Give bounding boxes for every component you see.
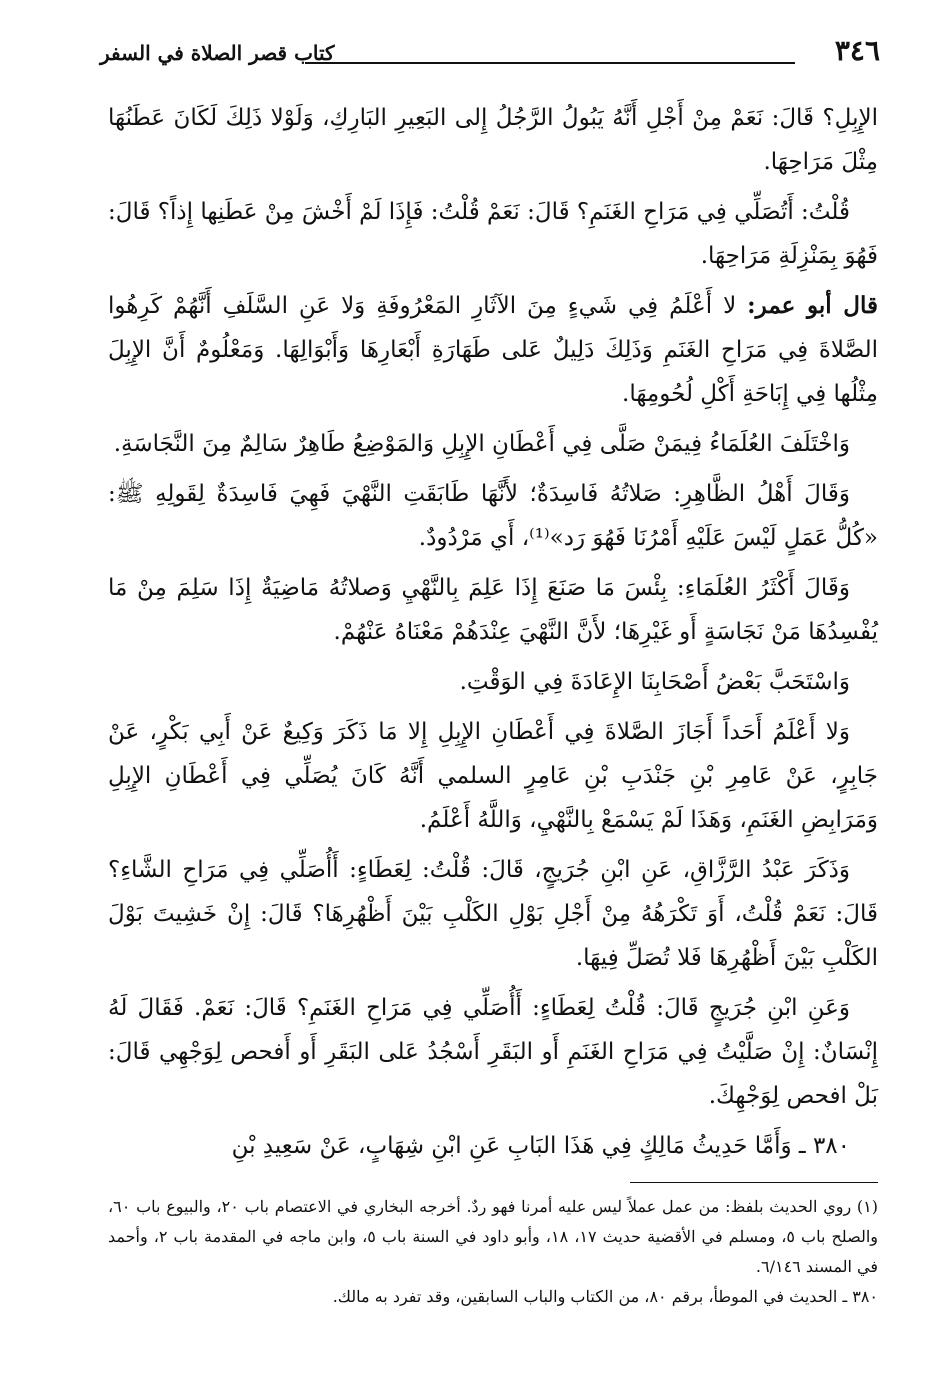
paragraph-text: قُلْتُ: أَتُصَلِّي فِي مَرَاحِ الغَنَمِ؟ قَالَ: نَعَمْ قُلْتُ: فَإِذَا لَمْ أَخْشَ مِنْ عَطَنِها إِذاً؟ قَالَ: فَهُوَ بِمَنْزِلَةِ مَرَاحِهَا. <box>108 199 878 269</box>
paragraph-text: وَعَنِ ابْنِ جُرَيجٍ قَالَ: قُلْتُ لِعَطَاءٍ: أَأُصَلِّي فِي مَرَاحِ الغَنَمِ؟ قَالَ: نَعَمْ. فَقَالَ لَهُ إِنْسَانٌ: إِنْ صَلَّيْتُ فِي مَرَاحِ الغَنَمِ أَو البَقَرِ أَسْجُدُ عَلى البَقَرِ أَو أَفحص لِوَجْهِي قَالَ: بَلْ افحص لِوَجْهِكَ. <box>108 995 878 1109</box>
paragraph-text: وَاخْتَلَفَ العُلَمَاءُ فِيمَنْ صَلَّى فِي أَعْطَانِ الإِبِلِ وَالمَوْضِعُ طَاهِرٌ سَالِمٌ مِنَ النَّجَاسَةِ. <box>113 431 850 457</box>
paragraph-lead: قال أبو عمر: <box>747 292 879 319</box>
paragraph-text: وَذَكَرَ عَبْدُ الرَّزَّاقِ، عَنِ ابْنِ جُرَيجٍ، قَالَ: قُلْتُ: لِعَطَاءٍ: أَأُصَلِّي فِي مَرَاحِ الشَّاءِ؟ قَالَ: نَعَمْ قُلْتُ، أَوَ تَكْرَهُهُ مِنْ أَجْلِ بَوْلِ الكَلْبِ بَيْنَ أَظْهُرِهَا؟ قَالَ: إِنْ خَشِيتَ بَوْلَ الكَلْبِ بَيْنَ أَظْهُرِهَا فَلا تُصَلِّ فِيهَا. <box>108 857 878 971</box>
main-text <box>108 96 878 1174</box>
paragraph-text: الإِبِلِ؟ قَالَ: نَعَمْ مِنْ أَجْلِ أَنَّهُ يَبُولُ الرَّجُلُ إِلى البَعِيرِ البَارِكِ، وَلَوْلا ذَلِكَ لَكَانَ عَطَنُهَا مِثْلَ مَرَاحِهَا. <box>108 105 878 175</box>
paragraph-text: وَاسْتَحَبَّ بَعْضُ أَصْحَابِنَا الإِعَادَةَ فِي الوَقْتِ. <box>459 669 850 695</box>
footnote-1: (١) روي الحديث بلفظ: من عمل عملاً ليس عليه أمرنا فهو ردٌ. أخرجه البخاري في الاعتصام باب ٢٠، والبيوع باب ٦٠، والصلح باب ٥، ومسلم في الأقضية حديث ١٧، ١٨، وأبو داود في السنة باب ٥، وابن ماجه في المقدمة باب ٢، وأحمد في المسند ٦/١٤٦. <box>108 1197 879 1276</box>
footnotes <box>108 1192 878 1312</box>
paragraph-text: وَقَالَ أَهْلُ الظَّاهِرِ: صَلاتُهُ فَاسِدَةٌ؛ لأَنَّهَا طَابَقَتِ النَّهْيَ فَهِيَ فَاسِدَةٌ لِقَولِهِ ﷺ: «كُلُّ عَمَلٍ لَيْسَ عَلَيْهِ أَمْرُنَا فَهُوَ رَد»⁽¹⁾، أَي مَرْدُودٌ. <box>108 481 878 551</box>
paragraph-text: وَقَالَ أَكْثَرُ العُلَمَاءِ: بِئْسَ مَا صَنَعَ إِذَا عَلِمَ بِالنَّهْيِ وَصلاتُهُ مَاضِيَةٌ إِذَا سَلِمَ مِنْ مَا يُفْسِدُهَا مَنْ نَجَاسَةٍ أَو غَيْرِهَا؛ لأَنَّ النَّهْيَ عِنْدَهُمْ مَعْنَاهُ عَنْهُمْ. <box>108 575 878 645</box>
paragraph-11 <box>108 1124 878 1168</box>
header-rule <box>305 62 795 64</box>
paragraph-4 <box>108 422 878 466</box>
paragraph-7 <box>108 660 878 704</box>
paragraph-text: وَلا أَعْلَمُ أَحَداً أَجَازَ الصَّلاةَ فِي أَعْطَانِ الإِبِلِ إِلا مَا ذَكَرَ وَكِيعٌ عَنْ أَبِي بَكْرٍ، عَنْ جَابِرٍ، عَنْ عَامِرِ بْنِ جَنْدَبِ بْنِ عَامِرٍ السلمي أَنَّهُ كَانَ يُصَلِّي فِي أَعْطَانِ الإِبِلِ وَمَرَابِضِ الغَنَمِ، وَهَذَا لَمْ يَسْمَعْ بِالنَّهْيِ، وَاللَّهُ أَعْلَمُ. <box>108 719 878 833</box>
paragraph-9 <box>108 848 878 980</box>
paragraph-10 <box>108 986 878 1118</box>
paragraph-5 <box>108 472 878 560</box>
running-title: كتاب قصر الصلاة في السفر <box>100 41 335 65</box>
footnote-2: ٣٨٠ ـ الحديث في الموطأ، برقم ٨٠، من الكتاب والباب السابقين، وقد تفرد به مالك. <box>332 1287 878 1306</box>
paragraph-1 <box>108 96 878 184</box>
paragraph-6 <box>108 566 878 654</box>
paragraph-text: ٣٨٠ ـ وَأَمَّا حَدِيثُ مَالِكٍ فِي هَذَا البَابِ عَنِ ابْنِ شِهَابٍ، عَنْ سَعِيدِ بْنِ <box>231 1133 850 1159</box>
footnote-separator <box>630 1182 878 1183</box>
paragraph-8 <box>108 710 878 842</box>
paragraph-2 <box>108 190 878 278</box>
page-header <box>100 34 880 70</box>
paragraph-text: لا أَعْلَمُ فِي شَيءٍ مِنَ الآثَارِ المَعْرُوفَةِ وَلا عَنِ السَّلَفِ أَنَّهُمْ كَرِهُوا الصَّلاةَ فِي مَرَاحِ الغَنَمِ وَذَلِكَ دَلِيلٌ عَلى طَهَارَةِ أَبْعَارِهَا وَأَبْوَالِهَا. وَمَعْلُومٌ أَنَّ الإِبِلَ مِثْلُها فِي إِبَاحَةِ أَكْلِ لُحُومِهَا. <box>108 293 878 407</box>
page-number: ٣٤٦ <box>834 34 880 67</box>
paragraph-3 <box>108 284 878 416</box>
